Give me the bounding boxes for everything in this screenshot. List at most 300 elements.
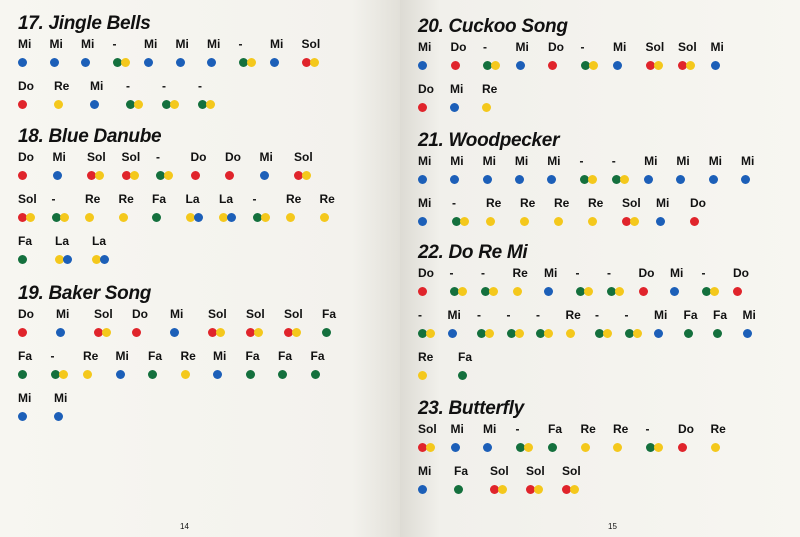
- color-dots: [486, 213, 501, 222]
- note-row: [18, 347, 325, 389]
- note-label: Mi: [742, 308, 756, 322]
- note-rest: [162, 79, 179, 105]
- note-rest: [580, 154, 597, 180]
- note-label: Do: [190, 150, 207, 164]
- blue-dot-icon: [63, 255, 72, 264]
- note-fa: [18, 349, 32, 375]
- note-mi: [544, 266, 557, 292]
- blue-dot-icon: [18, 58, 27, 67]
- color-dots: [711, 57, 724, 66]
- yellow-dot-icon: [26, 213, 35, 222]
- note-label: Fa: [278, 349, 293, 363]
- color-dots: [116, 366, 129, 375]
- note-label: Mi: [213, 349, 227, 363]
- blue-dot-icon: [450, 103, 459, 112]
- color-dots: [322, 324, 336, 333]
- note-mi: [116, 349, 129, 375]
- note-label: Mi: [207, 37, 221, 51]
- song-title: 17. Jingle Bells: [18, 13, 151, 34]
- note-label: Re: [588, 196, 604, 210]
- color-dots: [286, 209, 301, 218]
- yellow-dot-icon: [711, 443, 720, 452]
- note-sol: [490, 464, 509, 490]
- note-mi: [90, 79, 103, 105]
- color-dots: [482, 99, 497, 108]
- yellow-dot-icon: [261, 213, 270, 222]
- note-label: Re: [286, 192, 302, 206]
- yellow-dot-icon: [584, 287, 593, 296]
- green-dot-icon: [18, 255, 27, 264]
- note-label: Mi: [450, 154, 464, 168]
- color-dots: [418, 367, 433, 376]
- color-dots: [18, 251, 32, 260]
- green-dot-icon: [322, 328, 331, 337]
- color-dots: [458, 367, 472, 376]
- note-label: Mi: [482, 154, 496, 168]
- note-label: Mi: [710, 40, 724, 54]
- note-re: [320, 192, 335, 218]
- note-label: Sol: [246, 307, 265, 321]
- blue-dot-icon: [56, 328, 65, 337]
- note-mi: [448, 308, 461, 334]
- note-label: Mi: [49, 37, 63, 51]
- note-fa: [311, 349, 325, 375]
- note-re: [482, 82, 497, 108]
- blue-dot-icon: [743, 329, 752, 338]
- color-dots: [18, 54, 31, 63]
- note-row: [18, 77, 202, 119]
- note-la: [92, 234, 109, 260]
- color-dots: [678, 57, 697, 66]
- note-row: [18, 389, 151, 431]
- note-label: Sol: [18, 192, 37, 206]
- blue-dot-icon: [227, 213, 236, 222]
- note-rest: [113, 37, 130, 63]
- note-rest: [253, 192, 270, 218]
- note-label: Mi: [670, 266, 684, 280]
- note-rest: [516, 422, 533, 448]
- blue-dot-icon: [207, 58, 216, 67]
- note-label: -: [162, 79, 166, 93]
- note-label: Mi: [514, 154, 529, 168]
- blue-dot-icon: [483, 175, 492, 184]
- song-21-woodpecker: [418, 130, 755, 236]
- song-22-do-re-mi: [418, 242, 756, 390]
- note-label: Sol: [490, 464, 509, 478]
- color-dots: [54, 96, 69, 105]
- note-label: Mi: [259, 150, 273, 164]
- note-row: [418, 38, 724, 80]
- color-dots: [566, 325, 581, 334]
- song-title: 18. Blue Danube: [18, 126, 162, 147]
- green-dot-icon: [18, 370, 27, 379]
- note-sol: [94, 307, 113, 333]
- color-dots: [690, 213, 706, 222]
- note-re: [119, 192, 134, 218]
- color-dots: [581, 439, 596, 448]
- color-dots: [581, 57, 598, 66]
- note-mi: [418, 196, 431, 222]
- color-dots: [595, 325, 612, 334]
- color-dots: [544, 283, 557, 292]
- yellow-dot-icon: [418, 371, 427, 380]
- note-fa: [152, 192, 166, 218]
- blue-dot-icon: [547, 175, 556, 184]
- note-label: Mi: [547, 154, 561, 168]
- yellow-dot-icon: [630, 217, 639, 226]
- green-dot-icon: [278, 370, 287, 379]
- note-row: [418, 80, 568, 122]
- note-do: [451, 40, 467, 66]
- note-rest: [581, 40, 598, 66]
- note-rest: [536, 308, 553, 334]
- color-dots: [87, 167, 106, 176]
- yellow-dot-icon: [426, 443, 435, 452]
- note-rest: [52, 192, 69, 218]
- blue-dot-icon: [418, 61, 427, 70]
- song-20-cuckoo-song: [418, 16, 724, 122]
- blue-dot-icon: [483, 443, 492, 452]
- note-label: Sol: [562, 464, 581, 478]
- note-sol: [418, 422, 437, 448]
- note-re: [286, 192, 301, 218]
- yellow-dot-icon: [102, 328, 111, 337]
- green-dot-icon: [311, 370, 320, 379]
- note-rest: [239, 37, 256, 63]
- color-dots: [208, 324, 227, 333]
- note-row: [418, 152, 755, 194]
- note-rest: [702, 266, 719, 292]
- note-label: -: [536, 308, 540, 322]
- note-label: -: [611, 154, 616, 168]
- color-dots: [270, 54, 283, 63]
- color-dots: [646, 439, 663, 448]
- color-dots: [507, 325, 524, 334]
- note-mi: [450, 82, 463, 108]
- color-dots: [53, 167, 66, 176]
- blue-dot-icon: [18, 412, 27, 421]
- color-dots: [448, 325, 461, 334]
- note-label: Sol: [94, 307, 113, 321]
- blue-dot-icon: [194, 213, 203, 222]
- color-dots: [562, 481, 581, 490]
- blue-dot-icon: [54, 412, 63, 421]
- note-row: [418, 264, 749, 306]
- note-do: [225, 150, 241, 176]
- note-row: [418, 348, 527, 390]
- song-18-blue-danube: [18, 126, 335, 274]
- note-sol: [122, 150, 141, 176]
- note-mi: [50, 37, 63, 63]
- note-label: Mi: [447, 308, 461, 322]
- note-label: Mi: [418, 40, 432, 54]
- note-row: [18, 232, 161, 274]
- yellow-dot-icon: [302, 171, 311, 180]
- red-dot-icon: [678, 443, 687, 452]
- note-mi: [743, 308, 756, 334]
- note-mi: [144, 37, 157, 63]
- color-dots: [644, 171, 657, 180]
- red-dot-icon: [451, 61, 460, 70]
- note-re: [54, 79, 69, 105]
- note-label: Re: [512, 266, 528, 280]
- note-label: Sol: [294, 150, 313, 164]
- note-sol: [18, 192, 37, 218]
- blue-dot-icon: [213, 370, 222, 379]
- note-row: [418, 306, 756, 348]
- note-label: -: [515, 422, 520, 436]
- note-label: Fa: [454, 464, 469, 478]
- yellow-dot-icon: [486, 217, 495, 226]
- green-dot-icon: [148, 370, 157, 379]
- color-dots: [452, 213, 469, 222]
- note-label: -: [252, 192, 257, 206]
- note-label: -: [477, 308, 481, 322]
- note-row: [18, 148, 313, 190]
- note-re: [554, 196, 569, 222]
- note-label: Re: [418, 350, 434, 364]
- blue-dot-icon: [90, 100, 99, 109]
- page-number: 15: [608, 522, 617, 531]
- color-dots: [646, 57, 665, 66]
- note-rest: [477, 308, 494, 334]
- note-rest: [576, 266, 593, 292]
- note-mi: [18, 391, 31, 417]
- yellow-dot-icon: [59, 370, 68, 379]
- note-label: La: [219, 192, 234, 206]
- yellow-dot-icon: [134, 100, 143, 109]
- blue-dot-icon: [418, 485, 427, 494]
- note-label: Fa: [18, 234, 33, 248]
- color-dots: [418, 283, 434, 292]
- note-label: La: [185, 192, 200, 206]
- blue-dot-icon: [270, 58, 279, 67]
- note-sol: [208, 307, 227, 333]
- note-fa: [148, 349, 162, 375]
- note-do: [548, 40, 564, 66]
- note-sol: [678, 40, 697, 66]
- yellow-dot-icon: [603, 329, 612, 338]
- color-dots: [92, 251, 109, 260]
- note-row: [18, 190, 335, 232]
- note-mi: [418, 154, 431, 180]
- note-mi: [418, 40, 431, 66]
- green-dot-icon: [548, 443, 557, 452]
- color-dots: [50, 54, 63, 63]
- note-re: [83, 349, 98, 375]
- blue-dot-icon: [676, 175, 685, 184]
- note-label: Re: [118, 192, 134, 206]
- color-dots: [260, 167, 273, 176]
- yellow-dot-icon: [581, 443, 590, 452]
- color-dots: [670, 283, 683, 292]
- yellow-dot-icon: [589, 61, 598, 70]
- note-label: Sol: [87, 150, 106, 164]
- note-label: Re: [565, 308, 581, 322]
- color-dots: [612, 171, 629, 180]
- note-label: -: [580, 40, 585, 54]
- red-dot-icon: [690, 217, 699, 226]
- blue-dot-icon: [100, 255, 109, 264]
- note-re: [85, 192, 100, 218]
- color-dots: [607, 283, 624, 292]
- note-mi: [741, 154, 754, 180]
- song-title: 19. Baker Song: [18, 283, 152, 304]
- note-rest: [126, 79, 143, 105]
- color-dots: [547, 171, 560, 180]
- note-do: [18, 307, 34, 333]
- note-label: Mi: [418, 464, 432, 478]
- green-dot-icon: [684, 329, 693, 338]
- note-sol: [646, 40, 665, 66]
- note-label: Sol: [208, 307, 227, 321]
- color-dots: [18, 209, 37, 218]
- color-dots: [278, 366, 292, 375]
- color-dots: [144, 54, 157, 63]
- note-la: [55, 234, 72, 260]
- color-dots: [576, 283, 593, 292]
- yellow-dot-icon: [615, 287, 624, 296]
- note-label: Sol: [121, 150, 141, 164]
- note-label: Mi: [450, 422, 464, 436]
- blue-dot-icon: [144, 58, 153, 67]
- color-dots: [18, 96, 34, 105]
- note-label: -: [579, 154, 584, 168]
- color-dots: [450, 283, 467, 292]
- yellow-dot-icon: [710, 287, 719, 296]
- note-row: [418, 462, 581, 504]
- note-label: Sol: [301, 37, 321, 51]
- color-dots: [516, 439, 533, 448]
- note-label: -: [50, 349, 55, 363]
- color-dots: [513, 283, 528, 292]
- note-mi: [450, 154, 463, 180]
- yellow-dot-icon: [613, 443, 622, 452]
- color-dots: [152, 209, 166, 218]
- blue-dot-icon: [709, 175, 718, 184]
- note-label: Re: [85, 192, 101, 206]
- blue-dot-icon: [81, 58, 90, 67]
- note-label: Re: [319, 192, 335, 206]
- color-dots: [548, 57, 564, 66]
- note-re: [711, 422, 726, 448]
- note-label: Do: [18, 307, 34, 321]
- blue-dot-icon: [515, 175, 524, 184]
- color-dots: [418, 439, 437, 448]
- yellow-dot-icon: [588, 175, 597, 184]
- color-dots: [18, 324, 34, 333]
- color-dots: [181, 366, 196, 375]
- color-dots: [588, 213, 603, 222]
- yellow-dot-icon: [247, 58, 256, 67]
- note-label: Mi: [515, 40, 529, 54]
- song-title: 22. Do Re Mi: [418, 242, 528, 263]
- color-dots: [418, 99, 434, 108]
- note-label: -: [624, 308, 629, 322]
- note-label: Re: [710, 422, 726, 436]
- blue-dot-icon: [654, 329, 663, 338]
- yellow-dot-icon: [60, 213, 69, 222]
- color-dots: [18, 366, 32, 375]
- color-dots: [554, 213, 569, 222]
- blue-dot-icon: [741, 175, 750, 184]
- note-mi: [170, 307, 183, 333]
- note-label: Do: [450, 40, 467, 54]
- note-label: -: [238, 37, 243, 51]
- yellow-dot-icon: [524, 443, 533, 452]
- color-dots: [54, 408, 67, 417]
- note-label: Mi: [175, 37, 189, 51]
- note-rest: [450, 266, 467, 292]
- note-mi: [654, 308, 667, 334]
- note-label: Re: [613, 422, 629, 436]
- song-title: 21. Woodpecker: [418, 130, 560, 151]
- note-mi: [54, 391, 67, 417]
- blue-dot-icon: [170, 328, 179, 337]
- color-dots: [418, 57, 431, 66]
- note-label: Fa: [713, 308, 728, 322]
- green-dot-icon: [458, 371, 467, 380]
- note-re: [520, 196, 535, 222]
- color-dots: [18, 167, 34, 176]
- note-label: -: [51, 192, 56, 206]
- blue-dot-icon: [53, 171, 62, 180]
- blue-dot-icon: [260, 171, 269, 180]
- note-rest: [507, 308, 524, 334]
- yellow-dot-icon: [426, 329, 435, 338]
- color-dots: [320, 209, 335, 218]
- note-label: Mi: [418, 154, 432, 168]
- note-label: Mi: [708, 154, 723, 168]
- color-dots: [639, 283, 655, 292]
- note-re: [418, 350, 433, 376]
- yellow-dot-icon: [566, 329, 575, 338]
- note-label: -: [449, 266, 454, 280]
- color-dots: [709, 171, 722, 180]
- note-re: [588, 196, 603, 222]
- note-fa: [454, 464, 468, 490]
- note-do: [18, 150, 34, 176]
- note-label: -: [198, 79, 202, 93]
- red-dot-icon: [191, 171, 200, 180]
- blue-dot-icon: [670, 287, 679, 296]
- color-dots: [711, 439, 726, 448]
- color-dots: [622, 213, 641, 222]
- note-label: Do: [678, 422, 694, 436]
- blue-dot-icon: [613, 61, 622, 70]
- color-dots: [483, 57, 500, 66]
- note-rest: [452, 196, 469, 222]
- note-mi: [676, 154, 689, 180]
- color-dots: [450, 171, 463, 180]
- color-dots: [702, 283, 719, 292]
- note-rest: [483, 40, 500, 66]
- color-dots: [176, 54, 189, 63]
- blue-dot-icon: [116, 370, 125, 379]
- note-re: [613, 422, 628, 448]
- note-fa: [713, 308, 727, 334]
- note-label: Do: [548, 40, 564, 54]
- note-mi: [81, 37, 94, 63]
- note-fa: [684, 308, 698, 334]
- green-dot-icon: [454, 485, 463, 494]
- note-label: Do: [638, 266, 655, 280]
- yellow-dot-icon: [286, 213, 295, 222]
- note-label: Fa: [18, 349, 33, 363]
- note-label: Mi: [56, 307, 70, 321]
- yellow-dot-icon: [491, 61, 500, 70]
- note-label: Mi: [54, 391, 68, 405]
